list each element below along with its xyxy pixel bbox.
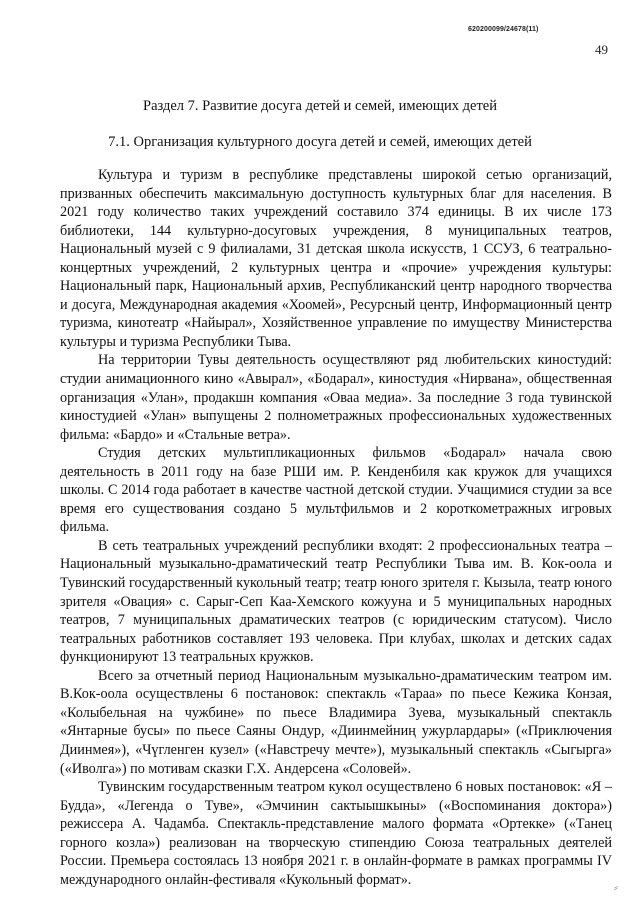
paragraph-film-studios: На территории Тувы деятельность осуществляют ряд любительских киностудий: студии анимационного кино «Авырал», «Бодарал», киностудия «Нирвана», общественная организация «Улан», продакшн компания «Оваа медиа». За последние 3 года тувинской киностудией «Улан» выпущены 2 полнометражных профессиональных художественных фильма: «Бардо» и «Стальные ветра». xyxy=(60,352,612,443)
paragraph-drama-theatre: Всего за отчетный период Национальным музыкально-драматическим театром им. В.Кок-оола осуществлены 6 постановок: спектакль «Тараа» по пьесе Кежика Конзая, «Колыбельная на чужбине» по пьесе Владимира Зуева, музыкальный спектакль «Янтарные бусы» по пьесе Саяны Ондур, «Диинмейниң ужурлардары» («Приключения Диинмея»), «Чүгленген кузел» («Навстречу мечте»), музыкальный спектакль «Сыгырга» («Иволга») по мотивам сказки Г.Х. Андерсена «Соловей». xyxy=(60,667,612,777)
paragraph-culture-network: Культура и туризм в республике представлены широкой сетью организаций, призванных обеспечить максимальную доступность культурных благ для населения. В 2021 году количество таких учреждений составило 374 единицы. В их числе 173 библиотеки, 144 культурно-досуговых учреждения, 8 муниципальных театров, Национальный музей с 9 филиалами, 31 детская школа искусств, 1 ССУЗ, 6 театрально-концертных учреждений, 2 культурных центра и «прочие» учреждения культуры: Национальный парк, Национальный архив, Республиканский центр народного творчества и досуга, Международная академия «Хоомей», Ресурсный центр, Информационный центр туризма, кинотеатр «Найырал», Хозяйственное управление по имуществу Министерства культуры и туризма Республики Тыва. xyxy=(60,167,612,350)
page-number: 49 xyxy=(595,42,608,57)
paragraph-theatre-network: В сеть театральных учреждений республики входят: 2 профессиональных театра – Национальный музыкально-драматический театр Республики Тыва им. В. Кок-оола и Тувинский государственный кукольный театр; театр юного зрителя г. Кызыла, театр юного зрителя «Овация» с. Сарыг-Сеп Каа-Хемского кожууна и 5 муниципальных народных театров, 7 муниципальных драматических театров (с юридическим статусом). Число театральных работников составляет 193 человека. При клубах, школах и детских садах функционируют 13 театральных кружков. xyxy=(60,537,612,666)
document-id: 620200099/24678(11) xyxy=(468,26,539,33)
subsection-title: 7.1. Организация культурного досуга детей и семей, имеющих детей xyxy=(108,134,532,150)
paragraph-bodaral-studio: Студия детских мультипликационных фильмов «Бодарал» начала свою деятельность в 2011 году на базе РШИ им. Р. Кенденбиля как кружок для учащихся школы. С 2014 года работает в качестве частной детской студии. Учащимися студии за все время его существования создано 5 мультфильмов и 2 короткометражных игровых фильма. xyxy=(60,445,612,536)
scan-mark: ⸗ xyxy=(614,880,618,894)
section-title: Раздел 7. Развитие досуга детей и семей, имеющих детей xyxy=(143,98,497,114)
body-text xyxy=(60,166,612,889)
paragraph-puppet-theatre: Тувинским государственным театром кукол осуществлено 6 новых постановок: «Я – Будда», «Легенда о Туве», «Эмчинин сактыышкыны» («Воспоминания доктора») режиссера А. Чадамба. Спектакль-представление малого формата «Ортекке» («Танец горного козла») реализован на творческую стипендию Союза театральных деятелей России. Премьера состоялась 13 ноября 2021 г. в онлайн-формате в рамках программы IV международного онлайн-фестиваля «Кукольный формат». xyxy=(60,779,612,888)
